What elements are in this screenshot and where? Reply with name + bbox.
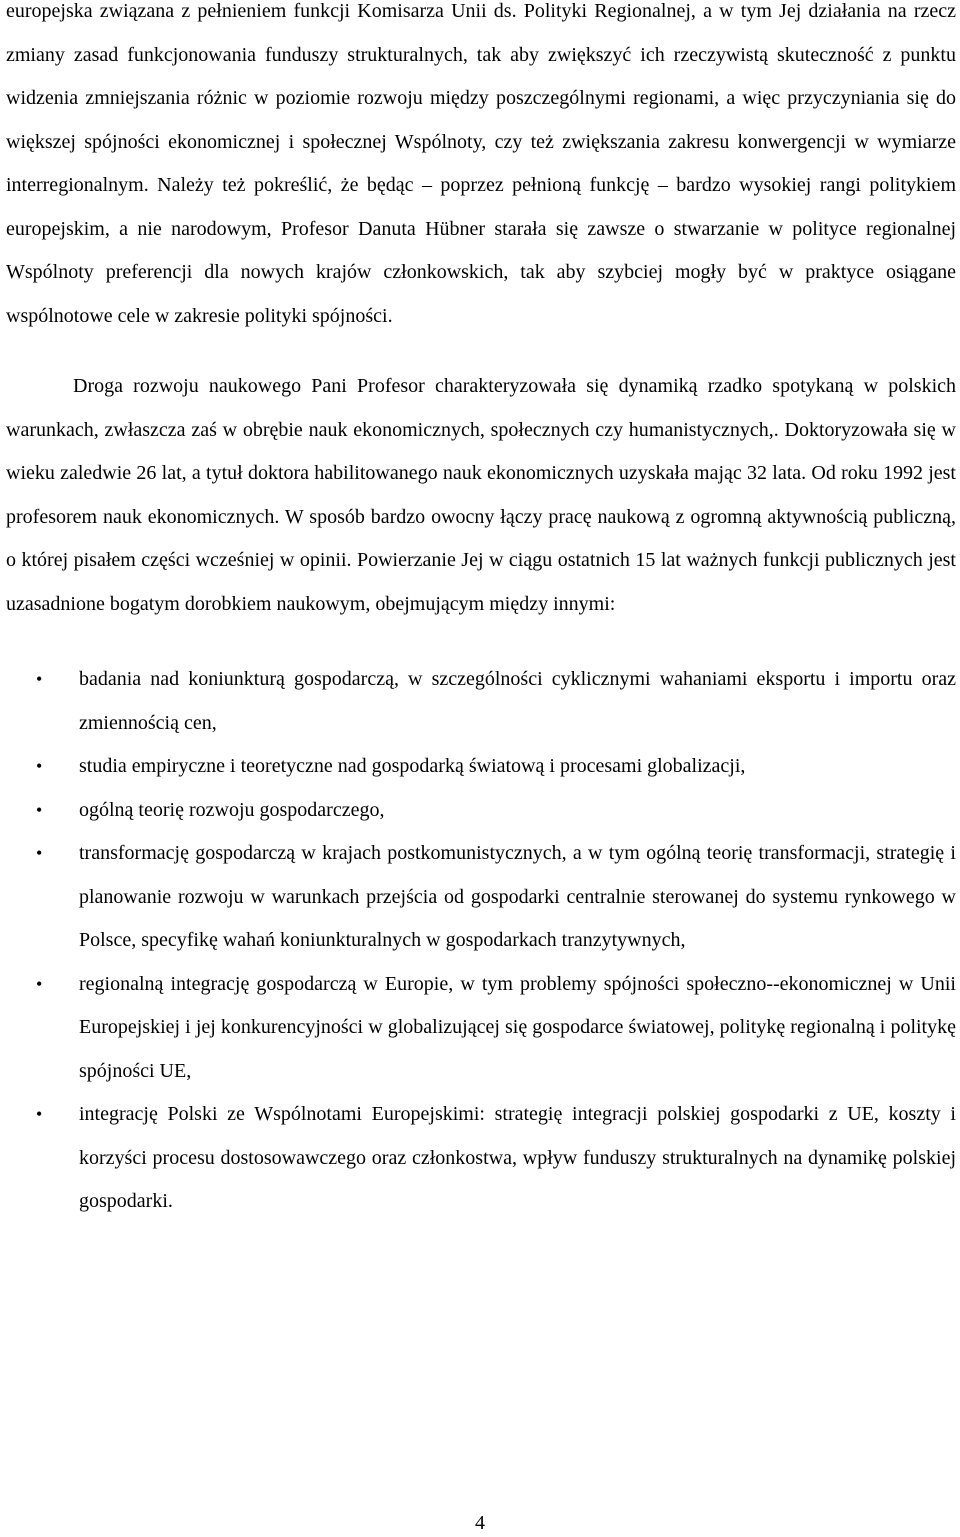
page-number: 4: [475, 1512, 485, 1534]
list-item: [6, 789, 956, 833]
bullet-icon: •: [36, 669, 43, 689]
research-areas-list: [6, 658, 956, 1224]
list-item-text: integrację Polski ze Wspólnotami Europejskimi: strategię integracji polskiej gospodarki z UE, koszty i korzyści procesu dostosowawczego oraz członkostwa, wpływ funduszy strukturalnych na dynamikę polskiej gospodarki.: [79, 1103, 956, 1212]
bullet-icon: •: [36, 1104, 43, 1124]
list-item: [6, 745, 956, 789]
paragraph-continued: europejska związana z pełnieniem funkcji Komisarza Unii ds. Polityki Regionalnej, a w tym Jej działania na rzecz zmiany zasad funkcjonowania funduszy strukturalnych, tak aby zwiększyć ich rzeczywistą skuteczność z punktu widzenia zmniejszania różnic w poziomie rozwoju między poszczególnymi regionami, a więc przyczyniania się do większej spójności ekonomicznej i społecznej Wspólnoty, czy też zwiększania zakresu konwergencji w wymiarze interregionalnym. Należy też pokreślić, że będąc – poprzez pełnioną funkcję – bardzo wysokiej rangi politykiem europejskim, a nie narodowym, Profesor Danuta Hübner starała się zawsze o stwarzanie w polityce regionalnej Wspólnoty preferencji dla nowych krajów członkowskich, tak aby szybciej mogły być w praktyce osiągane wspólnotowe cele w zakresie polityki spójności.: [6, 0, 956, 327]
list-item-text: badania nad koniunkturą gospodarczą, w szczególności cyklicznymi wahaniami eksportu i importu oraz zmiennością cen,: [79, 668, 956, 734]
document-page: [6, 0, 956, 1224]
list-item-text: studia empiryczne i teoretyczne nad gospodarką światową i procesami globalizacji,: [79, 755, 746, 777]
list-item-text: transformację gospodarczą w krajach postkomunistycznych, a w tym ogólną teorię transformacji, strategię i planowanie rozwoju w warunkach przejścia od gospodarki centralnie sterowanej do systemu rynkowego w Polsce, specyfikę wahań koniunkturalnych w gospodarkach tranzytywnych,: [79, 842, 956, 951]
bullet-icon: •: [36, 799, 43, 820]
list-item: [6, 658, 956, 745]
list-item: [6, 963, 956, 1094]
list-item: [6, 1093, 956, 1224]
paragraph-scientific-career: Droga rozwoju naukowego Pani Profesor charakteryzowała się dynamiką rzadko spotykaną w polskich warunkach, zwłaszcza zaś w obrębie nauk ekonomicznych, społecznych czy humanistycznych,. Doktoryzowała się w wieku zaledwie 26 lat, a tytuł doktora habilitowanego nauk ekonomicznych uzyskała mając 32 lata. Od roku 1992 jest profesorem nauk ekonomicznych. W sposób bardzo owocny łączy pracę naukową z ogromną aktywnością publiczną, o której pisałem części wcześniej w opinii. Powierzanie Jej w ciągu ostatnich 15 lat ważnych funkcji publicznych jest uzasadnione bogatym dorobkiem naukowym, obejmującym między innymi:: [6, 375, 956, 615]
list-item: [6, 832, 956, 963]
list-item-text: regionalną integrację gospodarczą w Europie, w tym problemy spójności społeczno-‑ekonomicznej w Unii Europejskiej i jej konkurencyjności w globalizującej się gospodarce światowej, politykę regionalną i politykę spójności UE,: [79, 972, 956, 1082]
bullet-icon: •: [36, 843, 43, 863]
bullet-icon: •: [36, 973, 43, 994]
list-item-text: ogólną teorię rozwoju gospodarczego,: [79, 798, 385, 821]
bullet-icon: •: [36, 756, 43, 776]
